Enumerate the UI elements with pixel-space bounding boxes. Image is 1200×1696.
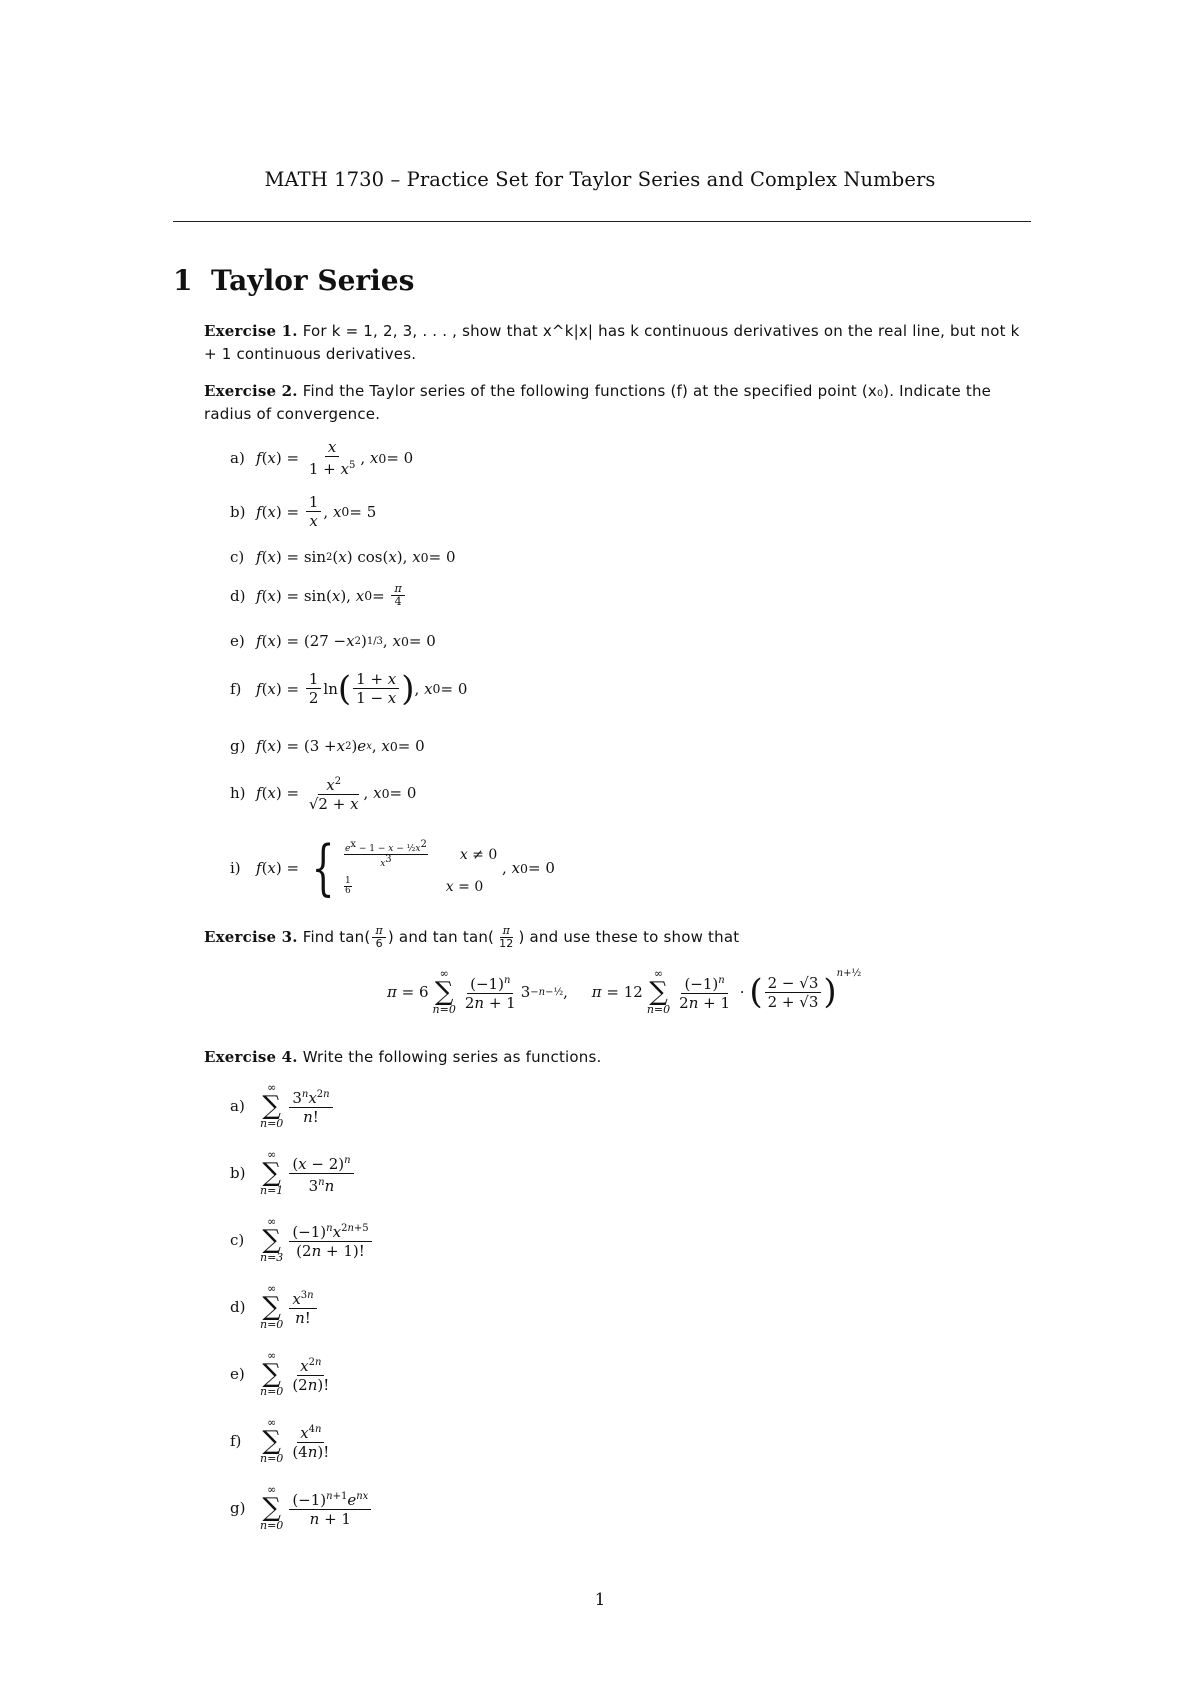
fraction: $\frac{x}{1 + x^5}$ [308,438,356,478]
item-label: d) [230,1298,246,1316]
item-label: c) [230,1231,245,1249]
section-number: 1 [173,264,193,297]
piecewise-cases: $\frac{e^x - 1 - x - \frac{1}{2}x^2}{x^3}$ x ≠ 0 $\frac{1}{6}$ x = 0 [345,839,498,896]
section-heading [173,264,414,297]
item-label: f) [230,679,242,698]
exercise-4 [204,1046,1034,1069]
exercise-3: Exercise 3. Find tan ( $\frac{\pi}{6}$ ) and tan tan( $\frac{\pi}{12}$ ) and use these to show that [204,924,740,950]
ex4-item-c: c) ∞ ∑ n=3 $\frac{(-1)^nx^{2n+5}}{(2n + 1)!}$ [230,1216,374,1264]
ex2-item-f: f) f ( x ) = $\frac{1}{2}$ ln ( $\frac{1 + x}{1 - x}$ ) , x 0 = 0 [230,668,468,709]
ex4-item-a: a) ∞ ∑ n=0 $\frac{3^nx^{2n}}{n!}$ [230,1082,335,1130]
exercise-3-text-a: Find tan [302,928,365,946]
exercise-3-text-c: and use these to show that [529,928,740,946]
exercise-3-label: Exercise 3. [204,928,298,946]
ex2-item-c: c) f ( x ) = sin 2 ( x ) cos( x ), x 0 = 0 [230,548,456,566]
exercise-1-label: Exercise 1. [204,322,298,340]
ex2-item-i: i) f ( x ) = { $\frac{e^x - 1 - x - \frac{1}{2}x^2}{x^3}$ x ≠ 0 $\frac{1}{6}$ x = 0 , x 0 = 0 [230,833,555,903]
item-label: b) [230,1164,246,1182]
ex4-item-d: d) ∞ ∑ n=0 $\frac{x^{3n}}{n!}$ [230,1283,319,1331]
ex4-item-f: f) ∞ ∑ n=0 $\frac{x^{4n}}{(4n)!}$ [230,1416,330,1465]
exercise-1 [204,320,1034,366]
exercise-4-text: Write the following series as functions. [302,1048,602,1066]
section-title: Taylor Series [211,264,415,297]
ex4-item-e: e) ∞ ∑ n=0 $\frac{x^{2n}}{(2n)!}$ [230,1349,330,1398]
ex2-item-h: h) f ( x ) = $\frac{x^2}{√2 + x}$ , x 0 = 0 [230,773,416,813]
item-label: b) [230,502,246,521]
item-label: e) [230,1365,245,1383]
item-label: c) [230,548,245,566]
exercise-1-text: For k = 1, 2, 3, . . . , show that x^k|x| has k continuous derivatives on the real line, but not k + 1 continuous derivatives. [204,322,1020,363]
exercise-2-text: Find the Taylor series of the following functions (f) at the specified point (x₀). Indicate the radius of convergence. [204,382,992,423]
ex2-item-a: a) f ( x ) = $\frac{x}{1 + x^5}$ , x 0 = 0 [230,438,414,478]
page-number: 1 [594,1590,606,1610]
ex2-item-e: e) f ( x ) = (27 − x 2 ) 1/3 , x 0 = 0 [230,632,436,650]
page-header: MATH 1730 – Practice Set for Taylor Series and Complex Numbers [264,168,936,191]
item-label: a) [230,449,245,467]
ex2-item-g: g) f ( x ) = (3 + x 2 ) e x , x 0 = 0 [230,737,425,755]
ex2-item-d: d) f ( x ) = sin( x ), x 0 = $\frac{\pi}{4}$ [230,583,407,608]
item-label: d) [230,586,246,605]
item-label: e) [230,632,245,650]
item-label: g) [230,737,246,755]
item-label: g) [230,1499,246,1517]
header-rule [173,221,1031,222]
exercise-2 [204,380,1034,426]
ex4-item-g: g) ∞ ∑ n=0 $\frac{(-1)^{n+1}e^{nx}}{n + 1}$ [230,1484,373,1532]
exercise-4-label: Exercise 4. [204,1048,298,1066]
ex4-item-b: b) ∞ ∑ n=1 $\frac{(x - 2)^n}{3^nn}$ [230,1149,356,1197]
exercise-2-label: Exercise 2. [204,382,298,400]
item-label: a) [230,1097,245,1115]
ex2-item-b: b) f ( x ) = $\frac{1}{x}$ , x 0 = 5 [230,493,377,530]
item-label: i) [230,859,241,877]
item-label: h) [230,784,246,802]
exercise-3-text-b: and tan [398,928,458,946]
pi-series-equation: π = 6 ∞ ∑ n=0 $\frac{(-1)^n}{2n + 1}$ 3 −n−½ , π = 12 ∞ ∑ n=0 $\frac{(-1)^n}{2n + 1}$ · ( $\frac{2 - √3}{2 + √3}$ ) $^{n +\frac{1}{2}}$ [387,967,862,1016]
item-label: f) [230,1432,242,1450]
